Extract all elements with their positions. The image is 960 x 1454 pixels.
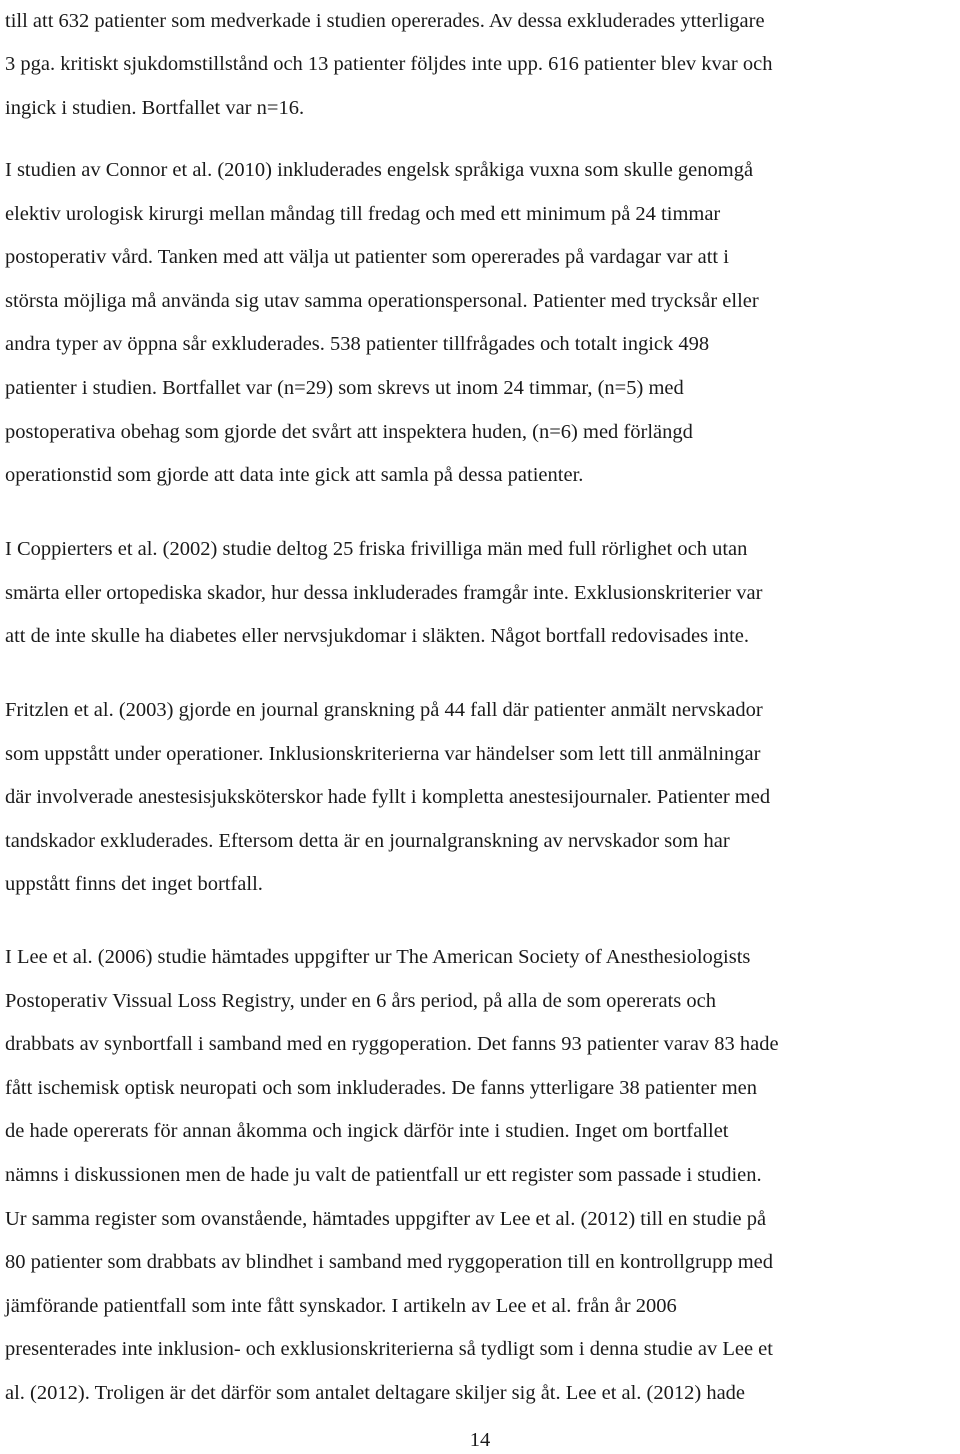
text-line: Postoperativ Vissual Loss Registry, under en 6 års period, på alla de som opererats och [5,989,716,1012]
text-line: I Lee et al. (2006) studie hämtades uppgifter ur The American Society of Anesthesiologists [5,946,751,968]
paragraph-study-results [5,0,772,130]
text-line: andra typer av öppna sår exkluderades. 538 patienter tillfrågades och totalt ingick 498 [5,333,710,356]
text-line: I studien av Connor et al. (2010) inkluderades engelsk språkiga vuxna som skulle genomgå [5,159,754,181]
text-line: jämförande patientfall som inte fått synskador. I artikeln av Lee et al. från år 2006 [5,1294,677,1317]
text-line: där involverade anestesisjuksköterskor hade fyllt i kompletta anestesijournaler. Patienter med [5,786,771,809]
text-line: Ur samma register som ovanstående, hämtades uppgifter av Lee et al. (2012) till en studie på [5,1207,767,1230]
text-line: fått ischemisk optisk neuropati och som inkluderades. De fanns ytterligare 38 patienter men [5,1076,758,1099]
text-line: patienter i studien. Bortfallet var (n=29) som skrevs ut inom 24 timmar, (n=5) med [5,376,684,399]
paragraph-fritzlen [5,689,770,907]
text-line: elektiv urologisk kirurgi mellan måndag till fredag och med ett minimum på 24 timmar [5,202,721,225]
text-line: ingick i studien. Bortfallet var n=16. [5,96,305,119]
text-line: tandskador exkluderades. Eftersom detta är en journalgranskning av nervskador som har [5,829,730,852]
text-line: smärta eller ortopediska skador, hur dessa inkluderades framgår inte. Exklusionskriterier var [5,581,763,604]
text-line: drabbats av synbortfall i samband med en ryggoperation. Det fanns 93 patienter varav 83 hade [5,1033,779,1056]
text-line: till att 632 patienter som medverkade i studien opererades. Av dessa exkluderades ytterligare [5,9,765,32]
text-line: al. (2012). Troligen är det därför som antalet deltagare skiljer sig åt. Lee et al. (2012) hade [5,1381,746,1404]
text-line: nämns i diskussionen men de hade ju valt de patientfall ur ett register som passade i studien. [5,1163,762,1186]
paragraph-coppierters [5,528,762,659]
page-number: 14 [469,1429,491,1451]
paragraph-connor [5,149,759,498]
text-line: postoperativa obehag som gjorde det svårt att inspektera huden, (n=6) med förlängd [5,420,693,443]
text-line: I Coppierters et al. (2002) studie deltog 25 friska frivilliga män med full rörlighet och utan [5,538,748,560]
text-line: uppstått finns det inget bortfall. [5,873,263,896]
text-line: att de inte skulle ha diabetes eller nervsjukdomar i släkten. Något bortfall redovisades inte. [5,625,750,648]
text-line: presenterades inte inklusion- och exklusionskriterierna så tydligt som i denna studie av Lee et [5,1338,773,1361]
text-line: 3 pga. kritiskt sjukdomstillstånd och 13 patienter följdes inte upp. 616 patienter blev kvar och [5,53,773,76]
text-line: 80 patienter som drabbats av blindhet i samband med ryggoperation till en kontrollgrupp med [5,1251,774,1274]
text-line: postoperativ vård. Tanken med att välja ut patienter som opererades på vardagar var att i [5,246,729,269]
text-line: operationstid som gjorde att data inte gick att samla på dessa patienter. [5,464,584,487]
paragraph-lee [5,936,779,1416]
text-line: som uppstått under operationer. Inklusionskriterierna var händelser som lett till anmälningar [5,742,761,765]
text-line: Fritzlen et al. (2003) gjorde en journal granskning på 44 fall där patienter anmält nervskador [5,699,763,721]
text-line: de hade opererats för annan åkomma och ingick därför inte i studien. Inget om bortfallet [5,1120,729,1143]
text-line: största möjliga må använda sig utav samma operationspersonal. Patienter med trycksår eller [5,289,759,312]
